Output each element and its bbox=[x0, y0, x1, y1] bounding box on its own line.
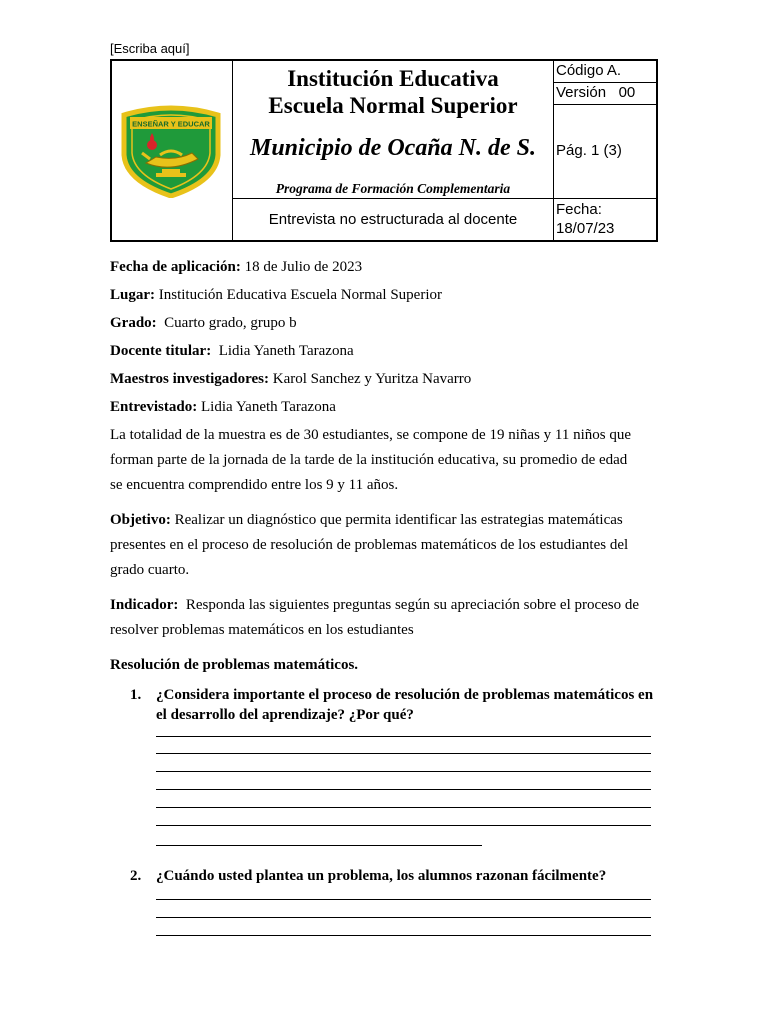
paragraph-line: Realizar un diagnóstico que permita identificar las estrategias matemáticas bbox=[170, 512, 623, 528]
field-label: Fecha de aplicación: bbox=[110, 259, 241, 275]
document-title: Entrevista no estructurada al docente bbox=[268, 211, 518, 228]
field-maestros bbox=[110, 371, 471, 388]
field-fecha bbox=[110, 259, 362, 276]
field-value: Cuarto grado, grupo b bbox=[156, 315, 297, 331]
field-docente bbox=[110, 343, 354, 360]
document-code: Código A. bbox=[556, 62, 622, 79]
question-text: ¿Considera importante el proceso de resolución de problemas matemáticos en el desarrollo del aprendizaje? ¿Por qué? bbox=[156, 687, 654, 723]
field-label: Lugar: bbox=[110, 287, 155, 303]
indicator-label: Indicador: bbox=[110, 597, 179, 613]
institution-line-2: Escuela Normal Superior bbox=[268, 93, 518, 118]
paragraph-line: presentes en el proceso de resolución de problemas matemáticos de los estudiantes del bbox=[110, 537, 629, 553]
objective-label: Objetivo: bbox=[110, 512, 171, 528]
field-value: Karol Sanchez y Yuritza Navarro bbox=[269, 371, 472, 387]
paragraph-line: resolver problemas matemáticos en los estudiantes bbox=[110, 622, 414, 638]
question-text: ¿Cuándo usted plantea un problema, los alumnos razonan fácilmente? bbox=[156, 868, 607, 884]
field-entrevistado bbox=[110, 399, 336, 416]
municipality: Municipio de Ocaña N. de S. bbox=[249, 135, 536, 161]
header-divider bbox=[553, 61, 554, 240]
document-date bbox=[556, 200, 614, 238]
answer-line[interactable] bbox=[156, 825, 651, 826]
version-label: Versión bbox=[556, 84, 607, 101]
field-value: 18 de Julio de 2023 bbox=[240, 259, 363, 275]
page-number: Pág. 1 (3) bbox=[556, 142, 622, 159]
field-label: Grado: bbox=[110, 315, 157, 331]
paragraph-line: grado cuarto. bbox=[110, 562, 190, 578]
field-value: Lidia Yaneth Tarazona bbox=[211, 343, 354, 359]
answer-line[interactable] bbox=[156, 789, 651, 790]
logo-motto: ENSEÑAR Y EDUCAR bbox=[132, 119, 210, 129]
header-divider bbox=[232, 198, 656, 199]
paragraph-line: se encuentra comprendido entre los 9 y 11 años. bbox=[110, 477, 399, 493]
field-value: Lidia Yaneth Tarazona bbox=[197, 399, 336, 415]
field-grado bbox=[110, 315, 297, 332]
indicator-paragraph bbox=[110, 593, 658, 643]
answer-line[interactable] bbox=[156, 736, 651, 737]
field-label: Entrevistado: bbox=[110, 399, 198, 415]
document-version bbox=[556, 84, 635, 101]
answer-line[interactable] bbox=[156, 845, 482, 846]
header-placeholder-note: [Escriba aquí] bbox=[110, 41, 190, 56]
school-logo bbox=[116, 103, 226, 198]
header-divider bbox=[553, 82, 656, 83]
paragraph-line: Responda las siguientes preguntas según su apreciación sobre el proceso de bbox=[178, 597, 640, 613]
objective-paragraph bbox=[110, 508, 658, 583]
answer-line[interactable] bbox=[156, 899, 651, 900]
paragraph-line: La totalidad de la muestra es de 30 estudiantes, se compone de 19 niñas y 11 niños que bbox=[110, 427, 631, 443]
header-divider bbox=[232, 61, 233, 240]
field-label: Maestros investigadores: bbox=[110, 371, 270, 387]
date-value: 18/07/23 bbox=[556, 220, 615, 237]
answer-line[interactable] bbox=[156, 771, 651, 772]
version-value: 00 bbox=[618, 84, 636, 101]
section-title: Resolución de problemas matemáticos. bbox=[110, 657, 359, 673]
answer-line[interactable] bbox=[156, 935, 651, 936]
field-lugar bbox=[110, 287, 442, 304]
answer-line[interactable] bbox=[156, 917, 651, 918]
field-label: Docente titular: bbox=[110, 343, 212, 359]
answer-line[interactable] bbox=[156, 807, 651, 808]
field-value: Institución Educativa Escuela Normal Superior bbox=[155, 287, 442, 303]
header-divider bbox=[553, 104, 656, 105]
institution-line-1: Institución Educativa bbox=[287, 66, 499, 91]
institution-name bbox=[234, 65, 552, 119]
sample-description bbox=[110, 423, 658, 498]
answer-line[interactable] bbox=[156, 753, 651, 754]
question-number: 2. bbox=[130, 868, 142, 884]
date-label: Fecha: bbox=[556, 201, 602, 218]
paragraph-line: forman parte de la jornada de la tarde de la institución educativa, su promedio de edad bbox=[110, 452, 628, 468]
question-number: 1. bbox=[130, 687, 142, 703]
program-name: Programa de Formación Complementaria bbox=[275, 181, 511, 196]
header-table bbox=[110, 59, 658, 242]
